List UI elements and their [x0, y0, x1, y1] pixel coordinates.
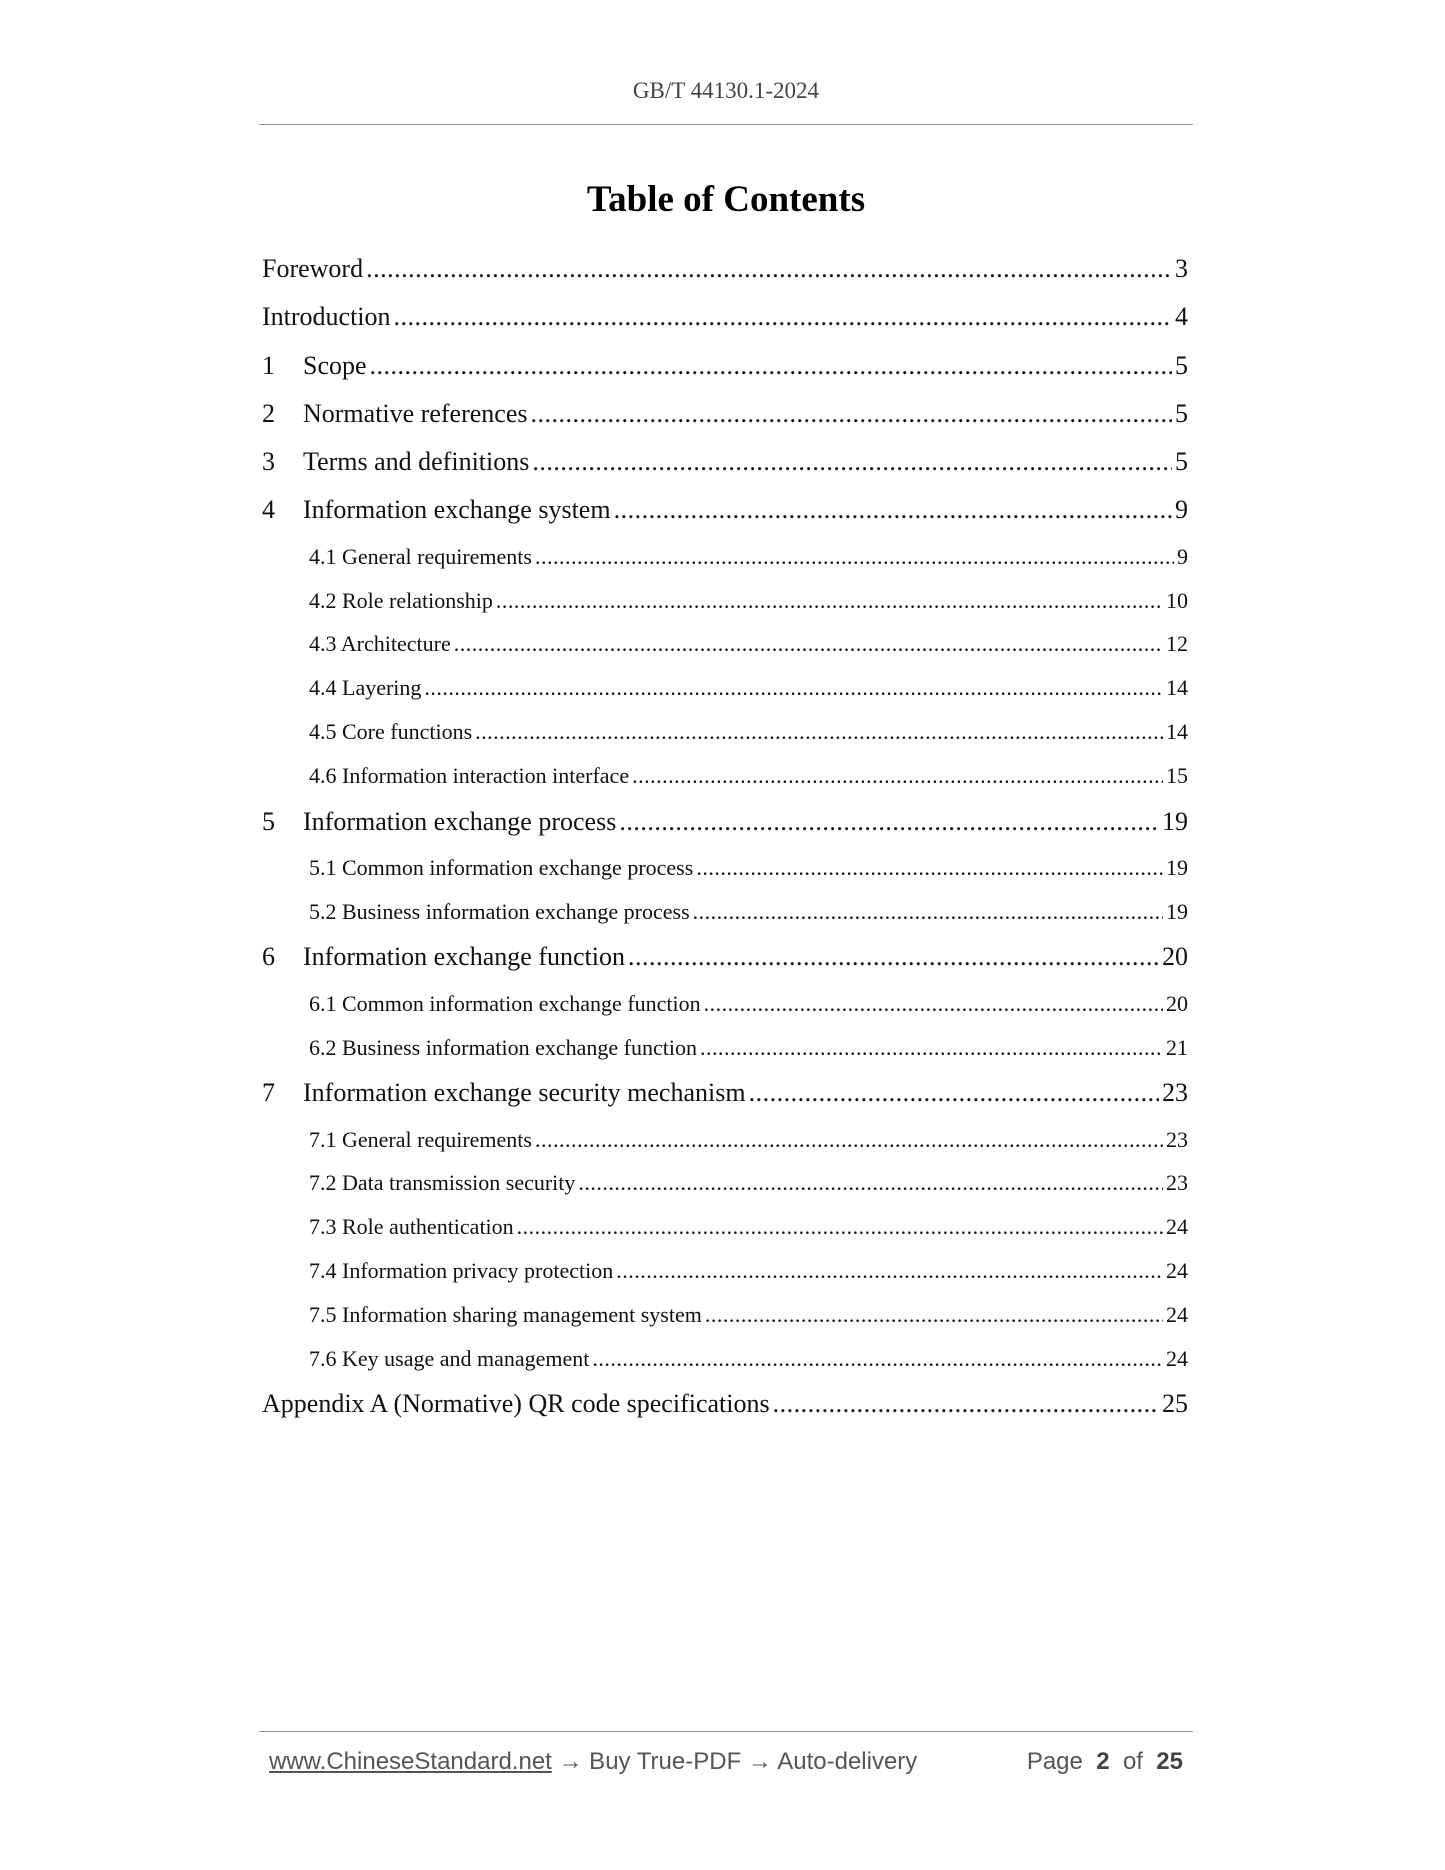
toc-subentry[interactable] [262, 1293, 1188, 1337]
toc-leader [696, 846, 1163, 890]
toc-entry-page: 20 [1162, 942, 1188, 972]
toc-subentry[interactable] [262, 1026, 1188, 1070]
toc-entry-number: 3 [262, 447, 275, 477]
toc-leader [370, 342, 1172, 390]
toc-entry-number: 1 [262, 350, 275, 380]
toc-entry-page: 5 [1175, 447, 1188, 477]
toc-entry[interactable] [262, 245, 1188, 293]
toc-entry-label: Normative references [303, 398, 528, 428]
toc-subentry[interactable] [262, 1205, 1188, 1249]
toc-entry-page: 23 [1166, 1126, 1188, 1152]
toc-entry-number: 5 [262, 806, 275, 836]
toc-leader [704, 982, 1163, 1026]
toc-subentry[interactable] [262, 1118, 1188, 1162]
table-of-contents [262, 245, 1188, 1429]
toc-entry-page: 24 [1166, 1258, 1188, 1284]
toc-leader [394, 293, 1172, 341]
toc-entry-label: Terms and definitions [303, 447, 530, 477]
toc-entry-page: 24 [1166, 1301, 1188, 1327]
toc-leader [628, 933, 1159, 981]
toc-leader [705, 1293, 1163, 1337]
toc-entry-label: 4.5 Core functions [309, 718, 473, 744]
toc-leader [632, 754, 1163, 798]
toc-entry-label: 4.3 Architecture [309, 631, 451, 657]
toc-entry-page: 25 [1162, 1389, 1188, 1419]
toc-subentry[interactable] [262, 1161, 1188, 1205]
toc-leader [619, 798, 1159, 846]
toc-entry-label: Information exchange security mechanism [303, 1078, 746, 1108]
of-label: of [1122, 1748, 1143, 1775]
toc-entry-page: 24 [1166, 1345, 1188, 1371]
toc-subentry[interactable] [262, 754, 1188, 798]
page-footer [269, 1748, 1183, 1776]
toc-entry-label: 6.1 Common information exchange function [309, 990, 701, 1016]
toc-subentry[interactable] [262, 535, 1188, 579]
toc-entry-page: 9 [1175, 495, 1188, 525]
toc-entry[interactable] [262, 798, 1188, 846]
toc-entry-label: 7.1 General requirements [309, 1126, 532, 1152]
toc-entry-page: 23 [1162, 1078, 1188, 1108]
toc-subentry[interactable] [262, 846, 1188, 890]
toc-entry[interactable] [262, 1380, 1188, 1428]
toc-entry[interactable] [262, 390, 1188, 438]
toc-entry-page: 21 [1166, 1034, 1188, 1060]
toc-leader [535, 535, 1174, 579]
toc-entry-number: 2 [262, 398, 275, 428]
total-pages: 25 [1156, 1748, 1183, 1775]
page-title: Table of Contents [586, 179, 866, 220]
toc-leader [366, 245, 1172, 293]
toc-entry-label: Information exchange system [303, 495, 611, 525]
toc-leader [424, 666, 1163, 710]
page-label: Page [1026, 1748, 1083, 1775]
toc-leader [496, 579, 1163, 623]
toc-subentry[interactable] [262, 1337, 1188, 1381]
header-divider [259, 124, 1193, 125]
toc-entry-number: 4 [262, 495, 275, 525]
toc-entry-label: 7.2 Data transmission security [309, 1170, 576, 1196]
toc-leader [578, 1161, 1163, 1205]
toc-leader [749, 1069, 1159, 1117]
toc-subentry[interactable] [262, 666, 1188, 710]
footer-divider [259, 1731, 1193, 1732]
toc-entry[interactable] [262, 486, 1188, 534]
toc-leader [616, 1249, 1163, 1293]
toc-leader [773, 1380, 1159, 1428]
toc-entry-label: 7.6 Key usage and management [309, 1345, 590, 1371]
toc-entry-label: Information exchange process [303, 806, 617, 836]
running-header: GB/T 44130.1-2024 [632, 78, 820, 103]
page-indicator [1027, 1748, 1183, 1776]
toc-entry-label: 7.5 Information sharing management system [309, 1301, 702, 1327]
toc-entry-label: 7.4 Information privacy protection [309, 1258, 614, 1284]
toc-entry[interactable] [262, 933, 1188, 981]
toc-leader [535, 1118, 1163, 1162]
toc-entry[interactable] [262, 438, 1188, 486]
toc-entry-page: 14 [1166, 718, 1188, 744]
toc-entry-page: 14 [1166, 675, 1188, 701]
toc-entry-page: 5 [1175, 398, 1188, 428]
current-page: 2 [1096, 1748, 1110, 1775]
toc-entry-label: 4.6 Information interaction interface [309, 762, 630, 788]
toc-leader [592, 1337, 1163, 1381]
toc-entry-page: 5 [1175, 350, 1188, 380]
toc-entry-label: 4.2 Role relationship [309, 587, 493, 613]
toc-entry[interactable] [262, 1069, 1188, 1117]
toc-leader [454, 622, 1163, 666]
toc-leader [517, 1205, 1163, 1249]
toc-entry[interactable] [262, 342, 1188, 390]
toc-entry-page: 19 [1162, 806, 1188, 836]
toc-entry-number: 7 [262, 1078, 275, 1108]
toc-entry-label: Information exchange function [303, 942, 625, 972]
toc-entry-page: 12 [1166, 631, 1188, 657]
toc-entry-page: 19 [1166, 854, 1188, 880]
toc-entry-page: 10 [1166, 587, 1188, 613]
toc-entry-label: Appendix A (Normative) QR code specifications [262, 1389, 770, 1419]
toc-subentry[interactable] [262, 1249, 1188, 1293]
toc-leader [693, 890, 1163, 934]
buy-text: → Buy True-PDF → Auto-delivery [558, 1748, 918, 1775]
footer-left [269, 1748, 917, 1776]
toc-entry-label: Introduction [262, 302, 391, 332]
toc-entry-label: 6.2 Business information exchange function [309, 1034, 697, 1060]
toc-leader [530, 390, 1172, 438]
toc-entry-label: 4.1 General requirements [309, 543, 532, 569]
toc-entry-label: 7.3 Role authentication [309, 1214, 514, 1240]
site-link[interactable]: www.ChineseStandard.net [269, 1748, 552, 1775]
toc-entry-label: 4.4 Layering [309, 675, 422, 701]
toc-subentry[interactable] [262, 622, 1188, 666]
toc-subentry[interactable] [262, 982, 1188, 1026]
toc-entry-page: 23 [1166, 1170, 1188, 1196]
toc-subentry[interactable] [262, 890, 1188, 934]
toc-entry-label: Foreword [262, 254, 364, 283]
toc-leader [475, 710, 1163, 754]
toc-entry-page: 3 [1175, 254, 1188, 283]
toc-entry[interactable] [262, 293, 1188, 341]
toc-entry-page: 24 [1166, 1214, 1188, 1240]
toc-leader [614, 486, 1172, 534]
toc-entry-page: 20 [1166, 990, 1188, 1016]
toc-leader [532, 438, 1172, 486]
toc-entry-page: 19 [1166, 898, 1188, 924]
toc-entry-label: 5.1 Common information exchange process [309, 854, 694, 880]
toc-entry-number: 6 [262, 942, 275, 972]
toc-entry-page: 9 [1177, 543, 1188, 569]
toc-subentry[interactable] [262, 579, 1188, 623]
toc-leader [700, 1026, 1163, 1070]
toc-entry-page: 4 [1175, 302, 1188, 332]
toc-entry-label: 5.2 Business information exchange process [309, 898, 690, 924]
toc-subentry[interactable] [262, 710, 1188, 754]
toc-entry-label: Scope [303, 350, 367, 380]
toc-entry-page: 15 [1166, 762, 1188, 788]
